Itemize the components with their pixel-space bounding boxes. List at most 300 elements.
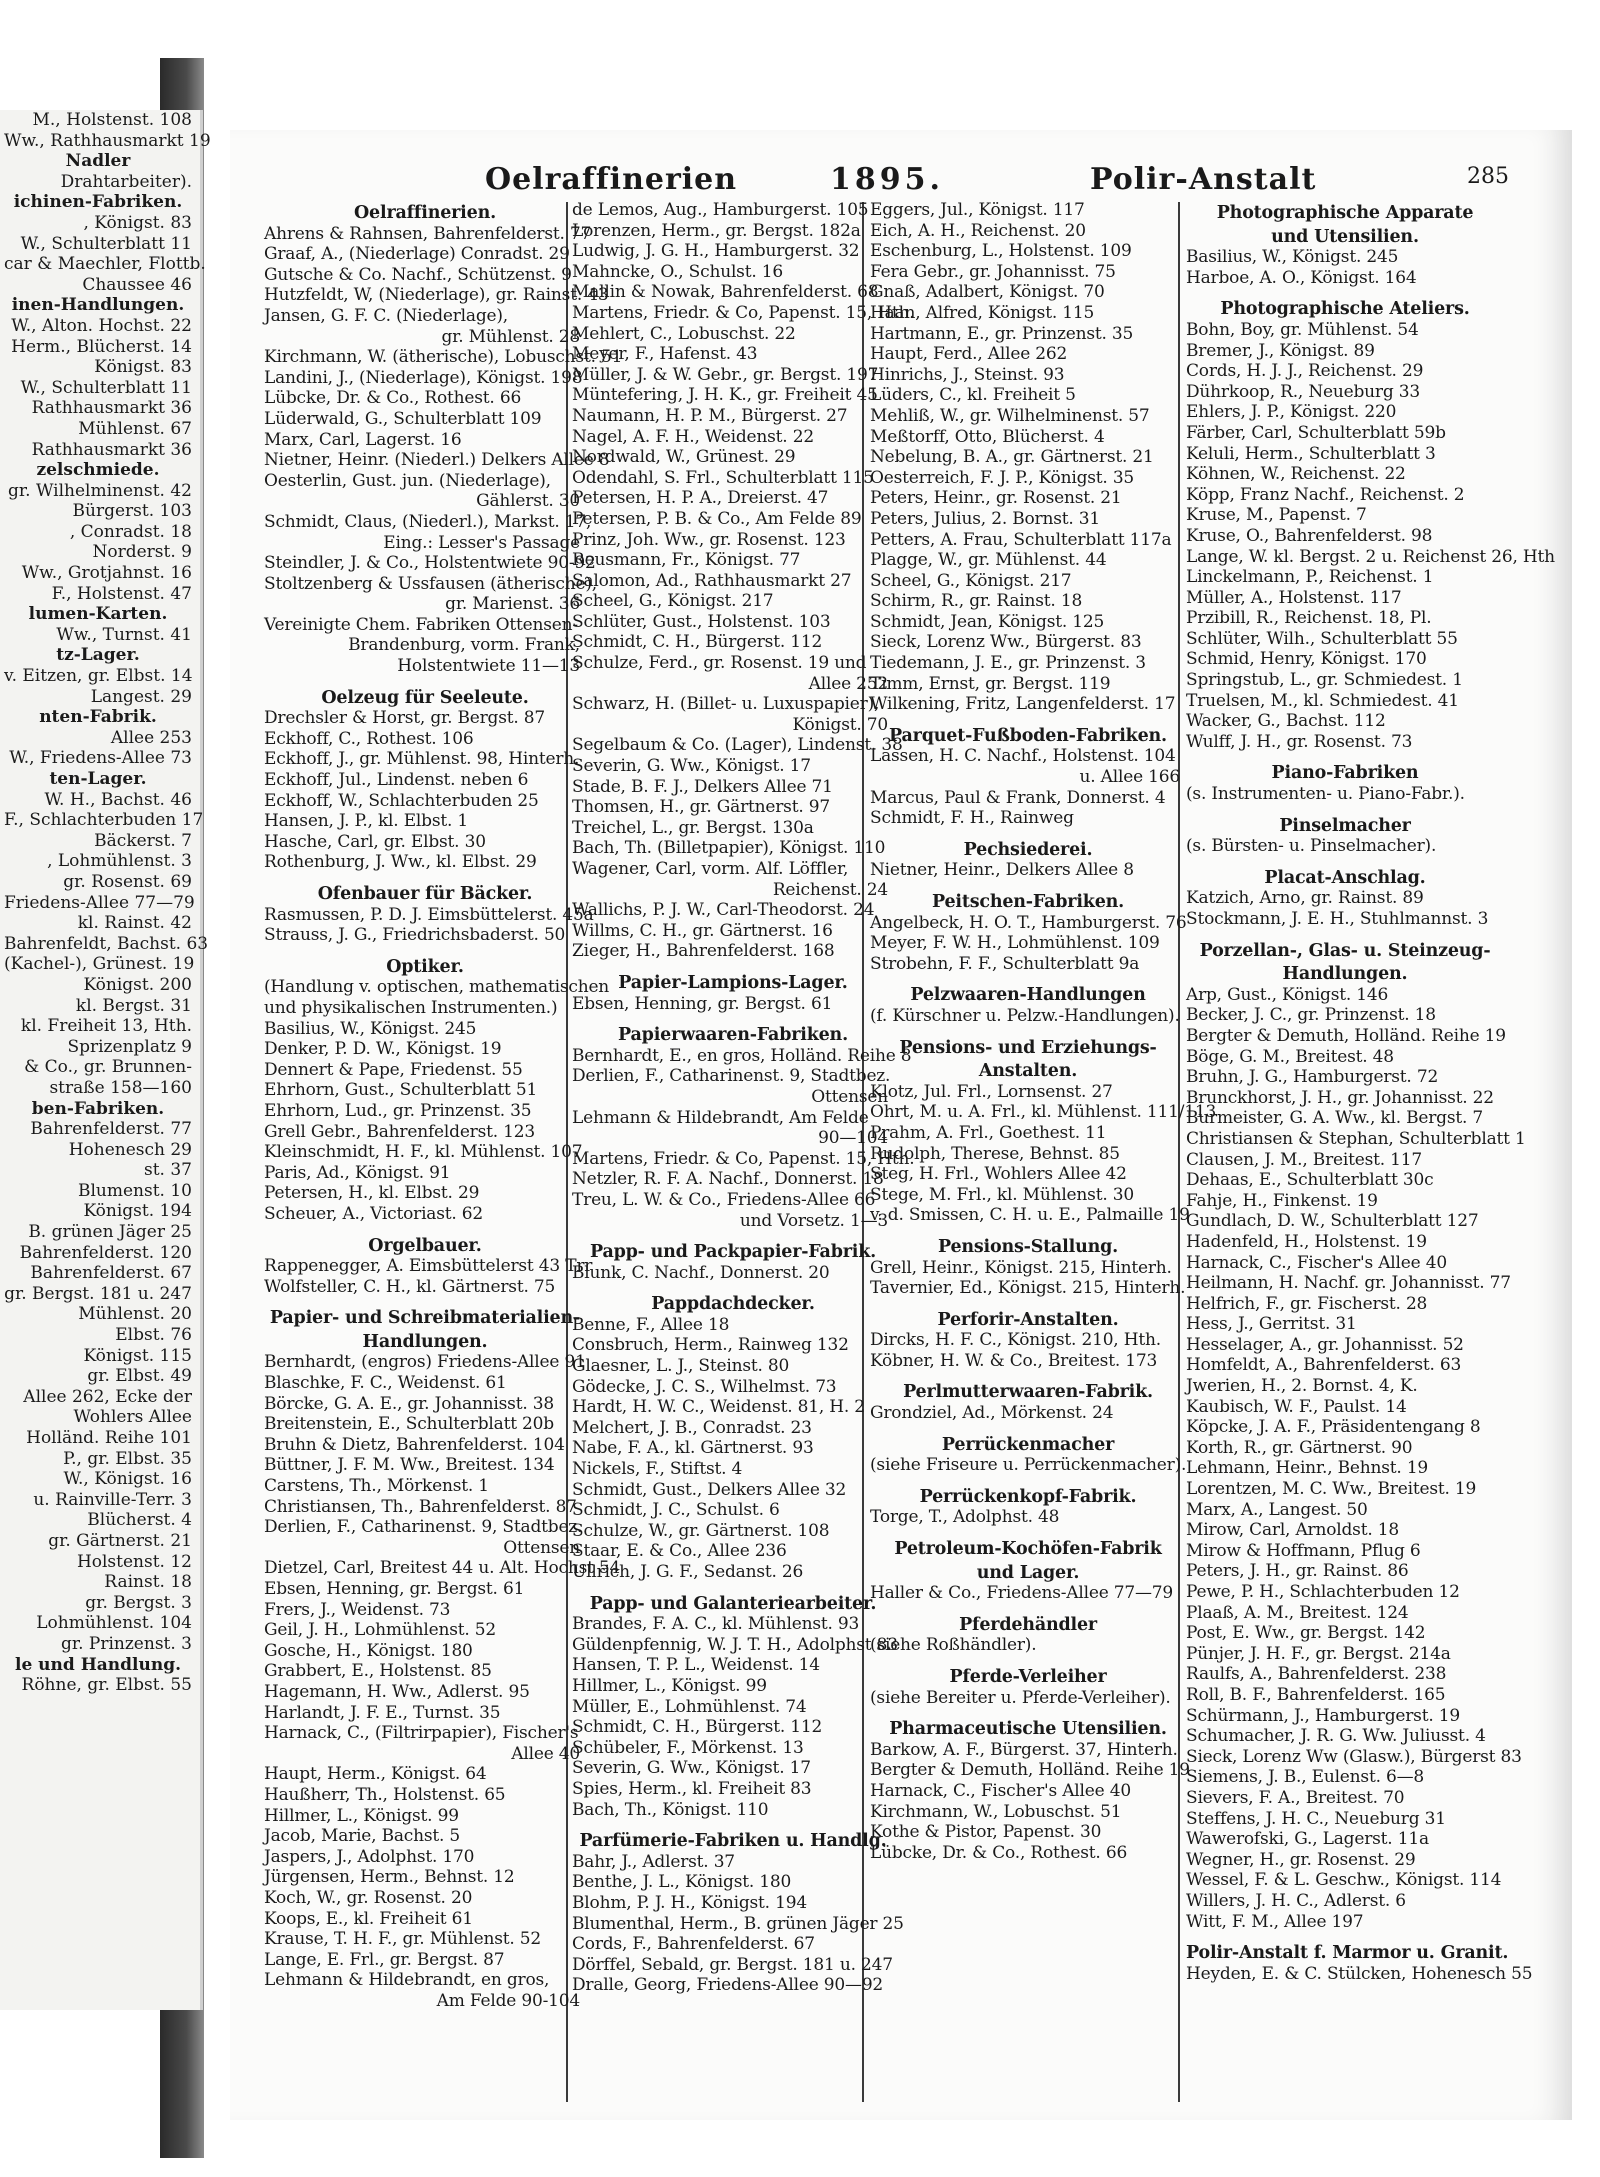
- spacer: [572, 1583, 894, 1591]
- directory-entry: de Lemos, Aug., Hamburgerst. 105: [572, 200, 869, 220]
- directory-entry: Jansen, G. F. C. (Niederlage),: [264, 305, 509, 326]
- directory-entry: Grondziel, Ad., Mörkenst. 24: [870, 1403, 1114, 1424]
- section-heading: Pelzwaaren-Handlungen: [910, 985, 1146, 1006]
- directory-entry: Güldenpfennig, W. J. T. H., Adolphst 83: [572, 1634, 898, 1655]
- section-heading: ten-Lager.: [49, 769, 147, 789]
- directory-entry: Rasmussen, P. D. J. Eimsbüttelerst. 45a: [264, 904, 594, 925]
- directory-entry: kl. Bergst. 31: [75, 995, 192, 1016]
- directory-entry: Severin, G. Ww., Königst. 17: [572, 1758, 811, 1779]
- directory-entry: Angelbeck, H. O. T., Hamburgerst. 76: [870, 912, 1187, 933]
- directory-entry: Grell, Heinr., Königst. 215, Hinterh.: [870, 1257, 1172, 1278]
- directory-entry: Glaesner, L. J., Steinst. 80: [572, 1356, 790, 1377]
- directory-entry: Nietner, Heinr., Delkers Allee 8: [870, 860, 1134, 881]
- directory-entry: Segelbaum & Co. (Lager), Lindenst. 38: [572, 735, 903, 756]
- directory-entry: Paris, Ad., Königst. 91: [264, 1162, 451, 1183]
- directory-entry: Haupt, Ferd., Allee 262: [870, 344, 1068, 365]
- directory-entry: Holstenst. 12: [76, 1551, 192, 1572]
- section-heading: ben-Fabriken.: [31, 1098, 165, 1119]
- directory-entry: Mehlert, C., Lobuschst. 22: [572, 323, 796, 344]
- directory-entry: Torge, T., Adolphst. 48: [870, 1507, 1060, 1528]
- directory-entry: gr. Prinzenst. 3: [60, 1633, 192, 1654]
- section-heading: Optiker.: [386, 956, 464, 977]
- directory-entry: Strobehn, F. F., Schulterblatt 9a: [870, 953, 1140, 974]
- directory-entry: kl. Rainst. 42: [77, 913, 192, 934]
- directory-entry: Ehrhorn, Lud., gr. Prinzenst. 35: [264, 1100, 532, 1121]
- directory-entry: Wulff, J. H., gr. Rosenst. 73: [1186, 731, 1413, 752]
- directory-entry: Krause, T. H. F., gr. Mühlenst. 52: [264, 1929, 542, 1950]
- directory-entry: Hansen, T. P. L., Weidenst. 14: [572, 1655, 820, 1676]
- directory-entry: Petersen, P. B. & Co., Am Felde 89: [572, 508, 862, 529]
- directory-entry: Königst. 194: [83, 1201, 192, 1222]
- directory-entry: Steindler, J. & Co., Holstentwiete 90-92: [264, 553, 596, 574]
- section-heading: lumen-Karten.: [28, 604, 168, 625]
- directory-entry: Marcus, Paul & Frank, Donnerst. 4: [870, 787, 1166, 808]
- spacer: [1186, 288, 1504, 296]
- directory-entry: Wawerofski, G., Lagerst. 11a: [1186, 1829, 1429, 1850]
- directory-entry: Jacob, Marie, Bachst. 5: [264, 1826, 461, 1847]
- directory-entry: Christiansen, Th., Bahrenfelderst. 87: [264, 1496, 577, 1517]
- directory-entry: Peters, J. H., gr. Rainst. 86: [1186, 1561, 1409, 1582]
- directory-entry: Breitenstein, E., Schulterblatt 20b: [264, 1414, 554, 1435]
- spacer: [870, 974, 1186, 982]
- directory-entry: gr. Marienst. 36: [445, 594, 580, 615]
- directory-entry: Klotz, Jul. Frl., Lornsenst. 27: [870, 1081, 1113, 1102]
- directory-entry: gr. Elbst. 49: [87, 1366, 192, 1387]
- directory-entry: Treu, L. W. & Co., Friedens-Allee 66: [572, 1189, 876, 1210]
- directory-entry: Eing.: Lesser's Passage: [383, 532, 580, 553]
- section-heading: Pensions-Stallung.: [937, 1236, 1119, 1257]
- directory-entry: Schmidt, F. H., Rainweg: [870, 808, 1074, 829]
- directory-entry: Fahje, H., Finkenst. 19: [1186, 1190, 1378, 1211]
- directory-entry: Mallin & Nowak, Bahrenfelderst. 68: [572, 282, 879, 303]
- directory-entry: Homfeldt, A., Bahrenfelderst. 63: [1186, 1355, 1462, 1376]
- directory-entry: W., Schulterblatt 11: [20, 377, 192, 398]
- directory-entry: Ottensen: [811, 1086, 888, 1107]
- section-heading: Handlungen.: [362, 1331, 488, 1352]
- directory-entry: Eich, A. H., Reichenst. 20: [870, 220, 1086, 241]
- directory-entry: Koops, E., kl. Freiheit 61: [264, 1908, 473, 1929]
- section-heading: und Lager.: [976, 1562, 1080, 1583]
- directory-entry: Prahm, A. Frl., Goethest. 11: [870, 1122, 1107, 1143]
- directory-entry: Haan, Alfred, Königst. 115: [870, 302, 1095, 323]
- directory-entry: Melchert, J. B., Conradst. 23: [572, 1417, 812, 1438]
- directory-entry: Eschenburg, L., Holstenst. 109: [870, 241, 1132, 262]
- directory-entry: Bohn, Boy, gr. Mühlenst. 54: [1186, 319, 1419, 340]
- directory-entry: Jwerien, H., 2. Bornst. 4, K.: [1186, 1376, 1418, 1397]
- directory-entry: , Conradst. 18: [69, 521, 192, 542]
- directory-entry: Spies, Herm., kl. Freiheit 83: [572, 1778, 812, 1799]
- directory-entry: Hagemann, H. Ww., Adlerst. 95: [264, 1681, 530, 1702]
- directory-entry: Dennert & Pape, Friedenst. 55: [264, 1059, 523, 1080]
- directory-entry: Rathhausmarkt 36: [31, 439, 192, 460]
- directory-entry: Mirow, Carl, Arnoldst. 18: [1186, 1520, 1399, 1541]
- spacer: [264, 1297, 586, 1305]
- directory-entry: Harnack, C., Fischer's Allee 40: [870, 1780, 1131, 1801]
- directory-entry: Eggers, Jul., Königst. 117: [870, 200, 1085, 220]
- directory-entry: Hillmer, L., Königst. 99: [572, 1675, 767, 1696]
- directory-entry: Burmeister, G. A. Ww., kl. Bergst. 7: [1186, 1108, 1484, 1129]
- running-header: [230, 162, 1572, 198]
- directory-entry: Heyden, E. & C. Stülcken, Hohenesch 55: [1186, 1963, 1533, 1984]
- spacer: [572, 1820, 894, 1828]
- directory-entry: Scheel, G., Königst. 217: [870, 570, 1072, 591]
- directory-entry: Martens, Friedr. & Co, Papenst. 15, Hth.: [572, 302, 915, 323]
- directory-entry: Mehliß, W., gr. Wilhelminenst. 57: [870, 405, 1150, 426]
- directory-entry: Schmidt, C. H., Bürgerst. 112: [572, 1717, 823, 1738]
- directory-entry: Bäckerst. 7: [94, 830, 192, 851]
- section-heading: Oelraffinerien.: [354, 203, 496, 223]
- section-heading: Parquet-Fußboden-Fabriken.: [889, 725, 1167, 746]
- directory-entry: Plaaß, A. M., Breitest. 124: [1186, 1602, 1409, 1623]
- directory-page: [230, 130, 1572, 2120]
- directory-entry: Prinz, Joh. Ww., gr. Rosenst. 123: [572, 529, 846, 550]
- directory-entry: Stockmann, J. E. H., Stuhlmannst. 3: [1186, 909, 1489, 929]
- directory-entry: Oesterlin, Gust. jun. (Niederlage),: [264, 470, 551, 491]
- directory-entry: Netzler, R. F. A. Nachf., Donnerst. 18: [572, 1169, 884, 1190]
- section-heading: Pensions- und Erziehungs-: [899, 1037, 1157, 1058]
- directory-entry: Ehrhorn, Gust., Schulterblatt 51: [264, 1080, 538, 1101]
- directory-entry: Post, E. Ww., gr. Bergst. 142: [1186, 1623, 1426, 1644]
- directory-entry: Drahtarbeiter).: [60, 171, 192, 192]
- section-heading: Photographische Apparate: [1216, 203, 1474, 223]
- section-heading: Parfümerie-Fabriken u. Handlg.: [579, 1831, 887, 1852]
- directory-entry: Dörffel, Sebald, gr. Bergst. 181 u. 247: [572, 1954, 893, 1975]
- directory-entry: Herm., Blücherst. 14: [11, 336, 192, 357]
- directory-entry: Blaschke, F. C., Weidenst. 61: [264, 1373, 507, 1394]
- spacer: [870, 715, 1186, 723]
- directory-entry: (Handlung v. optischen, mathematischen: [264, 977, 610, 998]
- directory-entry: Lübcke, Dr. & Co., Rothest. 66: [264, 388, 522, 409]
- section-heading: Petroleum-Kochöfen-Fabrik: [894, 1539, 1162, 1560]
- spacer: [870, 1604, 1186, 1612]
- directory-entry: Peters, Julius, 2. Bornst. 31: [870, 508, 1101, 529]
- directory-entry: Bahrenfelderst. 67: [30, 1263, 192, 1284]
- directory-entry: Büttner, J. F. M. Ww., Breitest. 134: [264, 1455, 555, 1476]
- spacer: [870, 1656, 1186, 1664]
- directory-entry: Allee 262, Ecke der: [23, 1386, 192, 1407]
- spacer: [1186, 752, 1504, 760]
- directory-entry: & Co., gr. Brunnen-: [24, 1057, 192, 1078]
- directory-entry: Kaubisch, W. F., Paulst. 14: [1186, 1396, 1407, 1417]
- directory-entry: Lübcke, Dr. & Co., Rothest. 66: [870, 1842, 1128, 1863]
- directory-entry: Consbruch, Herm., Rainweg 132: [572, 1335, 849, 1356]
- directory-entry: Zieger, H., Bahrenfelderst. 168: [572, 941, 835, 962]
- directory-entry: Schmidt, C. H., Bürgerst. 112: [572, 632, 823, 653]
- directory-entry: Friedens-Allee 77—79: [4, 892, 195, 913]
- directory-entry: Oesterreich, F. J. P., Königst. 35: [870, 467, 1135, 488]
- directory-entry: Haußherr, Th., Holstenst. 65: [264, 1784, 506, 1805]
- directory-entry: Königst. 83: [94, 357, 192, 378]
- directory-entry: Harlandt, J. F. E., Turnst. 35: [264, 1702, 501, 1723]
- directory-entry: Böge, G. M., Breitest. 48: [1186, 1046, 1394, 1067]
- directory-entry: Cords, H. J. J., Reichenst. 29: [1186, 361, 1424, 382]
- directory-entry: Rainst. 18: [104, 1572, 192, 1593]
- directory-entry: , Lohmühlenst. 3: [47, 851, 192, 872]
- directory-entry: gr. Bergst. 3: [85, 1592, 192, 1613]
- directory-entry: v. d. Smissen, C. H. u. E., Palmaille 19: [870, 1205, 1190, 1226]
- directory-entry: Wohlers Allee: [73, 1407, 192, 1428]
- directory-entry: Schmidt, Gust., Delkers Allee 32: [572, 1479, 847, 1500]
- directory-entry: Harnack, C., (Filtrirpapier), Fischer's: [264, 1723, 579, 1744]
- directory-entry: P., gr. Elbst. 35: [63, 1448, 192, 1469]
- directory-entry: Haupt, Herm., Königst. 64: [264, 1764, 487, 1785]
- directory-entry: Thomsen, H., gr. Gärtnerst. 97: [572, 797, 830, 818]
- directory-entry: Basilius, W., Königst. 245: [1186, 247, 1399, 268]
- directory-entry: Schlüter, Wilh., Schulterblatt 55: [1186, 628, 1458, 649]
- directory-entry: Bremer, J., Königst. 89: [1186, 340, 1375, 361]
- directory-entry: Scheel, G., Königst. 217: [572, 591, 774, 612]
- directory-entry: Barkow, A. F., Bürgerst. 37, Hinterh.: [870, 1739, 1178, 1760]
- section-heading: Peitschen-Fabriken.: [931, 892, 1125, 912]
- directory-entry: Kirchmann, W. (ätherische), Lobuschst. 51: [264, 347, 623, 368]
- directory-entry: v. Eitzen, gr. Elbst. 14: [4, 666, 193, 687]
- directory-entry: Mirow & Hoffmann, Pflug 6: [1186, 1540, 1421, 1561]
- directory-entry: Dircks, H. F. C., Königst. 210, Hth.: [870, 1330, 1161, 1351]
- directory-entry: Gödecke, J. C. S., Wilhelmst. 73: [572, 1376, 837, 1397]
- spacer: [1186, 805, 1504, 813]
- directory-entry: Nietner, Heinr. (Niederl.) Delkers Allee 8: [264, 450, 610, 471]
- directory-entry: Müller, E., Lohmühlenst. 74: [572, 1696, 807, 1717]
- directory-entry: Ebsen, Henning, gr. Bergst. 61: [572, 993, 833, 1014]
- directory-entry: Lüderwald, G., Schulterblatt 109: [264, 408, 542, 429]
- section-heading: Papier-Lampions-Lager.: [618, 972, 848, 993]
- directory-entry: Steffens, J. H. C., Neueburg 31: [1186, 1808, 1446, 1829]
- directory-entry: Harnack, C., Fischer's Allee 40: [1186, 1252, 1447, 1273]
- spacer: [870, 1424, 1186, 1432]
- spacer: [870, 1027, 1186, 1035]
- directory-entry: Mahncke, O., Schulst. 16: [572, 261, 783, 282]
- directory-entry: Ehlers, J. P., Königst. 220: [1186, 402, 1397, 423]
- directory-entry: Tiedemann, J. E., gr. Prinzenst. 3: [870, 653, 1146, 674]
- directory-entry: (s. Instrumenten- u. Piano-Fabr.).: [1186, 784, 1465, 805]
- directory-entry: Mühlenst. 67: [78, 418, 192, 439]
- directory-entry: Truelsen, M., kl. Schmiedest. 41: [1186, 690, 1459, 711]
- directory-entry: Kirchmann, W., Lobuschst. 51: [870, 1801, 1122, 1822]
- section-heading: Anstalten.: [978, 1061, 1078, 1082]
- directory-entry: Brandes, F. A. C., kl. Mühlenst. 93: [572, 1614, 860, 1635]
- directory-entry: Denker, P. D. W., Königst. 19: [264, 1039, 502, 1060]
- directory-entry: Allee 253: [110, 727, 192, 748]
- directory-entry: Plagge, W., gr. Mühlenst. 44: [870, 550, 1107, 571]
- directory-entry: Färber, Carl, Schulterblatt 59b: [1186, 422, 1446, 443]
- spacer: [572, 962, 894, 970]
- directory-entry: Becker, J. C., gr. Prinzenst. 18: [1186, 1005, 1436, 1026]
- directory-entry: Wilkening, Fritz, Langenfelderst. 17: [870, 694, 1176, 715]
- directory-entry: Dralle, Georg, Friedens-Allee 90—92: [572, 1975, 884, 1996]
- directory-entry: Helfrich, F., gr. Fischerst. 28: [1186, 1293, 1428, 1314]
- section-heading: zelschmiede.: [36, 460, 160, 481]
- directory-entry: Sieck, Lorenz Ww., Bürgerst. 83: [870, 632, 1142, 653]
- directory-entry: Rappenegger, A. Eimsbüttelerst 43 Trr: [264, 1256, 593, 1277]
- directory-entry: Martens, Friedr. & Co, Papenst. 15, Hth.: [572, 1148, 915, 1169]
- section-heading: Nadler: [65, 151, 131, 172]
- directory-entry: gr. Wilhelminenst. 42: [8, 480, 192, 501]
- directory-entry: Brunckhorst, J. H., gr. Johannisst. 22: [1186, 1087, 1494, 1108]
- directory-entry: Nickels, F., Stiftst. 4: [572, 1459, 743, 1480]
- directory-entry: Basilius, W., Königst. 245: [264, 1018, 477, 1039]
- directory-entry: Schirm, R., gr. Rainst. 18: [870, 591, 1083, 612]
- directory-entry: Schulze, W., gr. Gärtnerst. 108: [572, 1520, 830, 1541]
- directory-entry: Lehmann & Hildebrandt, Am Felde: [572, 1107, 869, 1128]
- directory-entry: Frers, J., Weidenst. 73: [264, 1599, 451, 1620]
- directory-entry: Lange, W. kl. Bergst. 2 u. Reichenst 26, Hth: [1186, 546, 1555, 567]
- directory-entry: Gosche, H., Königst. 180: [264, 1640, 473, 1661]
- spacer: [870, 1476, 1186, 1484]
- directory-entry: Korth, R., gr. Gärtnerst. 90: [1186, 1437, 1413, 1458]
- directory-entry: W., Königst. 16: [63, 1469, 192, 1490]
- directory-entry: Pünjer, J. H. F., gr. Bergst. 214a: [1186, 1643, 1451, 1664]
- column-4: [1186, 200, 1555, 2100]
- directory-entry: Schmidt, J. C., Schulst. 6: [572, 1500, 780, 1521]
- directory-entry: gr. Bergst. 181 u. 247: [4, 1283, 192, 1304]
- header-year: 1895.: [830, 162, 944, 197]
- directory-entry: Müntefering, J. H. K., gr. Freiheit 45: [572, 385, 878, 406]
- directory-entry: Drechsler & Horst, gr. Bergst. 87: [264, 708, 546, 729]
- spacer: [870, 829, 1186, 837]
- page-number: 285: [1467, 164, 1509, 189]
- directory-entry: Blohm, P. J. H., Königst. 194: [572, 1892, 807, 1913]
- directory-entry: Sievers, F. A., Breitest. 70: [1186, 1787, 1405, 1808]
- directory-entry: Wagener, Carl, vorm. Alf. Löffler,: [572, 859, 849, 879]
- directory-entry: car & Maechler, Flottb.: [4, 254, 206, 275]
- directory-entry: Hasche, Carl, gr. Elbst. 30: [264, 831, 486, 852]
- directory-entry: gr. Mühlenst. 28: [441, 326, 580, 347]
- directory-entry: Rudolph, Therese, Behnst. 85: [870, 1143, 1120, 1164]
- directory-entry: Schmidt, Jean, Königst. 125: [870, 611, 1105, 632]
- section-heading: nten-Fabrik.: [39, 707, 157, 728]
- directory-entry: F., Holstenst. 47: [51, 583, 192, 604]
- section-heading: Piano-Fabriken: [1271, 763, 1419, 784]
- spacer: [870, 1528, 1186, 1536]
- directory-entry: Marx, Carl, Lagerst. 16: [264, 429, 462, 450]
- directory-entry: Langest. 29: [90, 686, 192, 707]
- directory-entry: Hillmer, L., Königst. 99: [264, 1805, 459, 1826]
- spacer: [1186, 857, 1504, 865]
- directory-entry: Wolfsteller, C. H., kl. Gärtnerst. 75: [264, 1276, 556, 1297]
- directory-entry: kl. Freiheit 13, Hth.: [20, 1016, 192, 1037]
- section-heading: Pinselmacher: [1279, 815, 1411, 836]
- directory-entry: Severin, G. Ww., Königst. 17: [572, 756, 811, 777]
- directory-entry: Schürmann, J., Hamburgerst. 19: [1186, 1705, 1460, 1726]
- directory-entry: Schulze, Ferd., gr. Rosenst. 19 und: [572, 653, 867, 674]
- directory-entry: Tavernier, Ed., Königst. 215, Hinterh.: [870, 1278, 1186, 1299]
- directory-entry: Stade, B. F. J., Delkers Allee 71: [572, 776, 833, 797]
- directory-entry: Linckelmann, P., Reichenst. 1: [1186, 567, 1434, 588]
- header-left-title: Oelraffinerien: [485, 162, 738, 197]
- directory-entry: Nagel, A. F. H., Weidenst. 22: [572, 426, 814, 447]
- directory-entry: Heilmann, H. Nachf. gr. Johannisst. 77: [1186, 1273, 1511, 1294]
- section-heading: Papier- und Schreibmaterialien-: [269, 1308, 581, 1329]
- directory-entry: Schlüter, Gust., Holstenst. 103: [572, 611, 831, 632]
- column-2: [572, 200, 915, 2100]
- directory-entry: Reusmann, Fr., Königst. 77: [572, 550, 801, 571]
- directory-entry: Lehmann, Heinr., Behnst. 19: [1186, 1458, 1429, 1479]
- directory-entry: Schumacher, J. R. G. Ww. Juliusst. 4: [1186, 1726, 1486, 1747]
- section-heading: Orgelbauer.: [368, 1235, 482, 1256]
- section-heading: Perforir-Anstalten.: [937, 1309, 1119, 1330]
- directory-entry: Holstentwiete 11—13: [397, 656, 580, 677]
- directory-entry: Cords, F., Bahrenfelderst. 67: [572, 1934, 815, 1955]
- directory-entry: Marx, A., Langest. 50: [1186, 1499, 1368, 1520]
- directory-entry: Königst. 200: [83, 974, 192, 995]
- directory-entry: Springstub, L., gr. Schmiedest. 1: [1186, 670, 1463, 691]
- section-heading: Oelzeug für Seeleute.: [321, 687, 529, 708]
- directory-entry: Müller, J. & W. Gebr., gr. Bergst. 197: [572, 364, 879, 385]
- directory-entry: Kruse, O., Bahrenfelderst. 98: [1186, 525, 1433, 546]
- directory-entry: Sieck, Lorenz Ww (Glasw.), Bürgerst 83: [1186, 1746, 1522, 1767]
- directory-entry: Meßtorff, Otto, Blücherst. 4: [870, 426, 1105, 447]
- directory-entry: Kruse, M., Papenst. 7: [1186, 505, 1367, 526]
- directory-entry: Hess, J., Gerritst. 31: [1186, 1314, 1357, 1335]
- directory-entry: Scheuer, A., Victoriast. 62: [264, 1203, 484, 1224]
- directory-entry: Lüders, C., kl. Freiheit 5: [870, 385, 1076, 406]
- directory-entry: Roll, B. F., Bahrenfelderst. 165: [1186, 1684, 1446, 1705]
- directory-entry: Bach, Th., Königst. 110: [572, 1799, 769, 1820]
- directory-entry: (siehe Friseure u. Perrückenmacher).: [870, 1455, 1187, 1476]
- directory-entry: Rathhausmarkt 36: [31, 398, 192, 419]
- directory-entry: Reichenst. 24: [772, 879, 888, 900]
- directory-entry: Willms, C. H., gr. Gärtnerst. 16: [572, 920, 833, 941]
- directory-entry: Christiansen & Stephan, Schulterblatt 1: [1186, 1128, 1526, 1149]
- directory-entry: Naumann, H. P. M., Bürgerst. 27: [572, 405, 848, 426]
- directory-entry: Graaf, A., (Niederlage) Conradst. 29: [264, 244, 570, 265]
- directory-entry: Meyer, F., Hafenst. 43: [572, 344, 758, 365]
- directory-entry: Hadenfeld, H., Holstenst. 19: [1186, 1231, 1427, 1252]
- directory-entry: Bahrenfelderst. 77: [30, 1119, 192, 1140]
- directory-entry: Lorentzen, M. C. Ww., Breitest. 19: [1186, 1479, 1477, 1500]
- directory-entry: Blumenst. 10: [77, 1180, 192, 1201]
- directory-entry: Bruhn, J. G., Hamburgerst. 72: [1186, 1067, 1439, 1088]
- spacer: [264, 873, 586, 881]
- directory-entry: Lohmühlenst. 104: [36, 1613, 192, 1634]
- section-heading: Handlungen.: [1282, 964, 1408, 985]
- directory-entry: Lorenzen, Herm., gr. Bergst. 182a: [572, 220, 861, 241]
- directory-entry: Grabbert, E., Holstenst. 85: [264, 1661, 492, 1682]
- directory-entry: (Kachel-), Grünest. 19: [4, 954, 195, 975]
- directory-entry: Rothenburg, J. Ww., kl. Elbst. 29: [264, 852, 537, 873]
- directory-entry: Petters, A. Frau, Schulterblatt 117a: [870, 529, 1172, 550]
- directory-entry: Hartmann, E., gr. Prinzenst. 35: [870, 323, 1134, 344]
- directory-entry: Ottensen: [503, 1537, 580, 1558]
- directory-entry: u. Allee 166: [1079, 767, 1180, 788]
- section-heading: tz-Lager.: [56, 645, 140, 666]
- section-heading: Placat-Anschlag.: [1264, 867, 1426, 888]
- directory-entry: Kleinschmidt, H. F., kl. Mühlenst. 107: [264, 1142, 583, 1163]
- section-heading: ichinen-Fabriken.: [13, 192, 183, 213]
- directory-entry: Dehaas, E., Schulterblatt 30c: [1186, 1170, 1434, 1191]
- directory-entry: Staar, E. & Co., Allee 236: [572, 1541, 787, 1562]
- spacer: [870, 881, 1186, 889]
- directory-entry: Carstens, Th., Mörkenst. 1: [264, 1476, 489, 1497]
- directory-entry: (siehe Bereiter u. Pferde-Verleiher).: [870, 1687, 1171, 1708]
- directory-entry: Schmid, Henry, Königst. 170: [1186, 649, 1427, 670]
- directory-entry: Stoltzenberg & Ussfausen (ätherische),: [264, 573, 597, 594]
- directory-entry: Bahrenfelderst. 120: [19, 1242, 192, 1263]
- spacer: [870, 1371, 1186, 1379]
- directory-entry: Stege, M. Frl., kl. Mühlenst. 30: [870, 1184, 1134, 1205]
- directory-entry: Müller, A., Holstenst. 117: [1186, 587, 1402, 608]
- spacer: [572, 1231, 894, 1239]
- previous-page-edge: [0, 110, 211, 2010]
- directory-entry: Norderst. 9: [92, 542, 192, 563]
- directory-entry: Ebsen, Henning, gr. Bergst. 61: [264, 1579, 525, 1599]
- section-heading: Perrückenkopf-Fabrik.: [919, 1486, 1137, 1507]
- directory-entry: Benne, F., Allee 18: [572, 1314, 730, 1335]
- directory-entry: Petersen, H., kl. Elbst. 29: [264, 1183, 480, 1204]
- directory-entry: Ullrich, J. G. F., Sedanst. 26: [572, 1562, 804, 1582]
- directory-entry: Hansen, J. P., kl. Elbst. 1: [264, 811, 469, 832]
- directory-entry: Siemens, J. B., Eulenst. 6—8: [1186, 1767, 1425, 1788]
